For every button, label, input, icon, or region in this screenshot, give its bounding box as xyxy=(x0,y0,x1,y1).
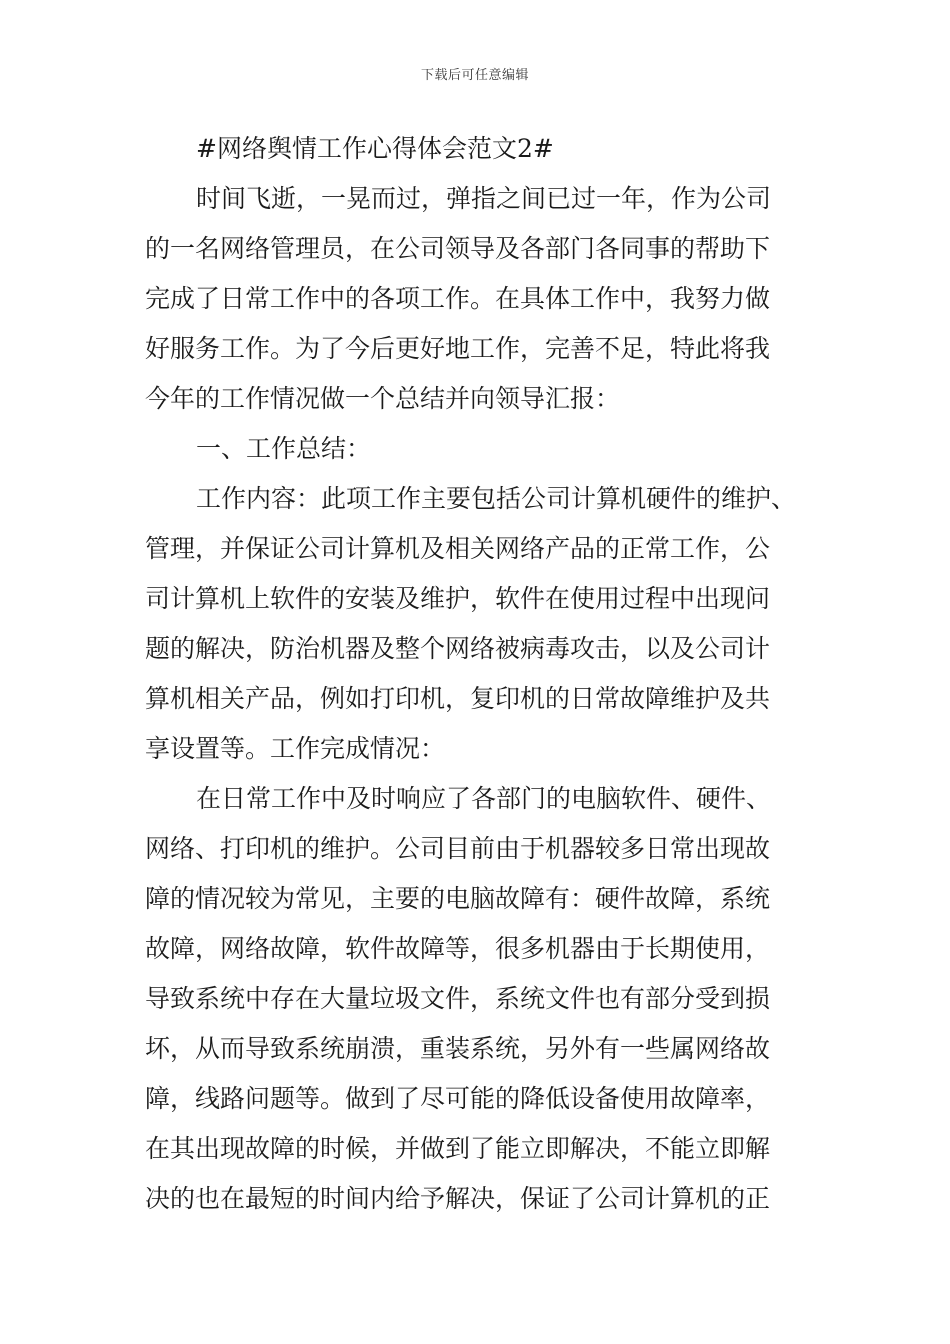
paragraph-line: 享设置等。工作完成情况： xyxy=(145,734,446,763)
paragraph-line: 时间飞逝，一晃而过，弹指之间已过一年，作为公司 xyxy=(196,184,772,213)
paragraph-line: 管理，并保证公司计算机及相关网络产品的正常工作，公 xyxy=(145,534,771,563)
paragraph-line: 的一名网络管理员，在公司领导及各部门各同事的帮助下 xyxy=(145,234,771,263)
document-title: #网络舆情工作心得体会范文2# xyxy=(196,134,554,163)
paragraph-line: 司计算机上软件的安装及维护，软件在使用过程中出现问 xyxy=(145,584,771,613)
paragraph-line: 坏，从而导致系统崩溃，重装系统，另外有一些属网络故 xyxy=(145,1034,771,1063)
paragraph-line: 障，线路问题等。做到了尽可能的降低设备使用故障率， xyxy=(145,1084,771,1113)
paragraph-line: 故障，网络故障，软件故障等，很多机器由于长期使用， xyxy=(145,934,771,963)
paragraph-line: 算机相关产品，例如打印机，复印机的日常故障维护及共 xyxy=(145,684,771,713)
paragraph-line: 障的情况较为常见，主要的电脑故障有：硬件故障，系统 xyxy=(145,884,771,913)
paragraph-line: 题的解决，防治机器及整个网络被病毒攻击，以及公司计 xyxy=(145,634,771,663)
paragraph-line: 在日常工作中及时响应了各部门的电脑软件、硬件、 xyxy=(196,784,772,813)
paragraph-line: 导致系统中存在大量垃圾文件，系统文件也有部分受到损 xyxy=(145,984,771,1013)
section-heading xyxy=(145,424,815,474)
paragraph xyxy=(145,174,815,424)
paragraph-line: 在其出现故障的时候，并做到了能立即解决，不能立即解 xyxy=(145,1134,771,1163)
page-header: 下载后可任意编辑 xyxy=(420,68,529,83)
paragraph-line: 好服务工作。为了今后更好地工作，完善不足，特此将我 xyxy=(145,334,771,363)
paragraph-line: 决的也在最短的时间内给予解决，保证了公司计算机的正 xyxy=(145,1184,771,1213)
document-body xyxy=(145,124,815,1224)
paragraph-line: 完成了日常工作中的各项工作。在具体工作中，我努力做 xyxy=(145,284,771,313)
paragraph-line: 网络、打印机的维护。公司目前由于机器较多日常出现故 xyxy=(145,834,771,863)
paragraph xyxy=(145,774,815,1224)
paragraph-line: 今年的工作情况做一个总结并向领导汇报： xyxy=(145,384,621,413)
paragraph-line: 工作内容：此项工作主要包括公司计算机硬件的维护、 xyxy=(196,484,797,513)
paragraph xyxy=(145,474,815,774)
section-heading-text: 一、工作总结： xyxy=(196,434,372,463)
